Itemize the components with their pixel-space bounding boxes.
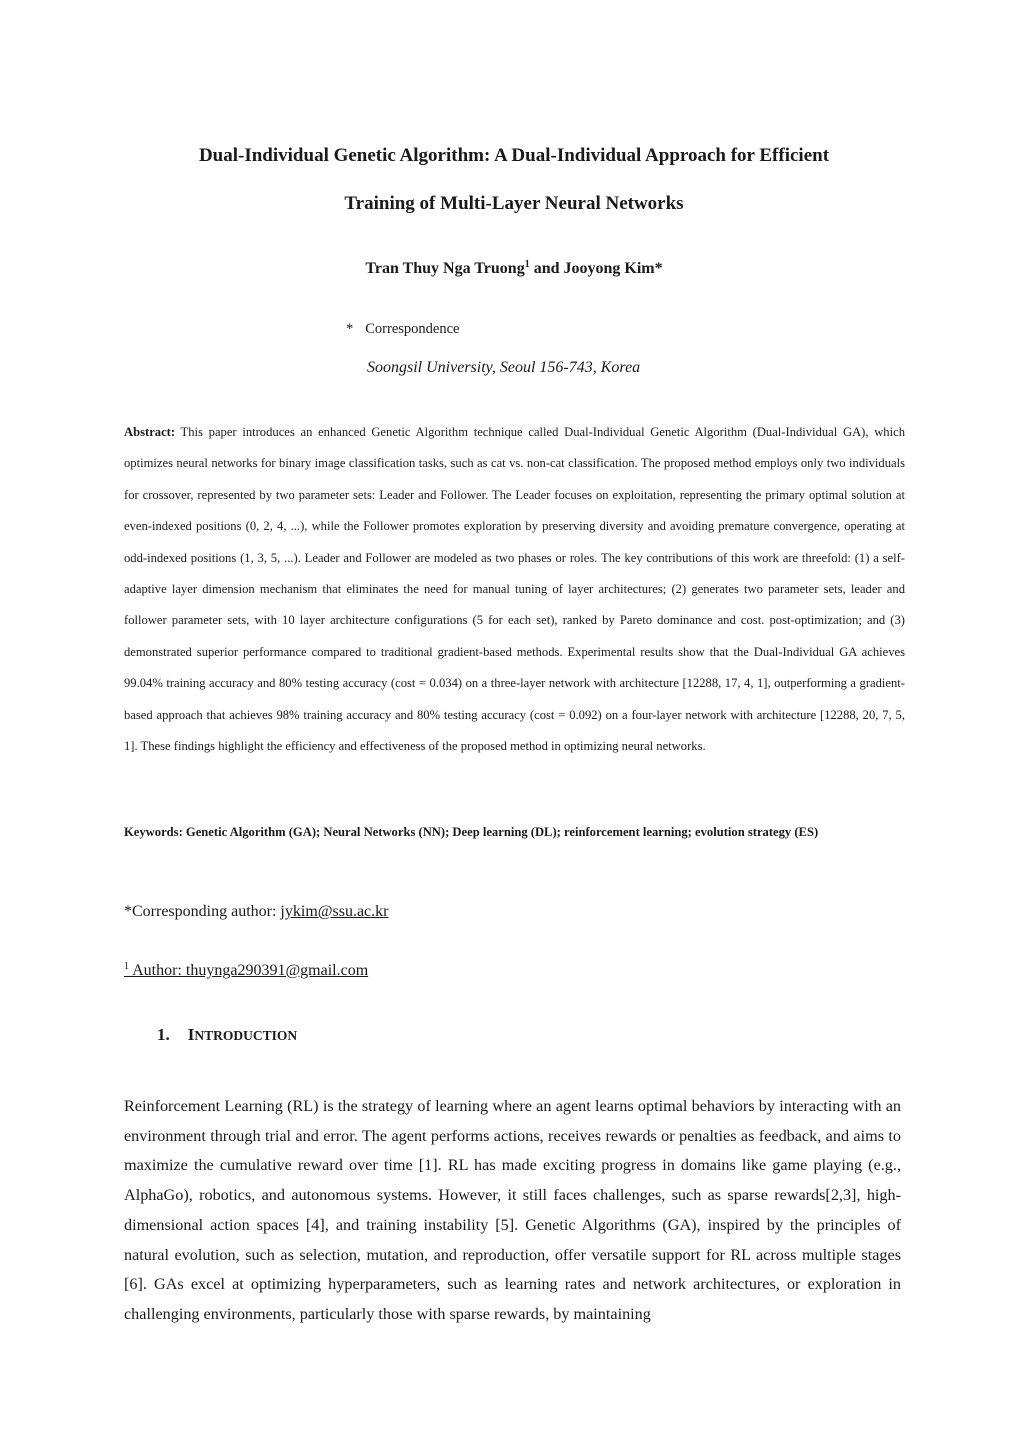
author-footnote-text: Author: thuynga290391@gmail.com <box>129 962 369 979</box>
paper-title-line-1: Dual-Individual Genetic Algorithm: A Dual-Individual Approach for Efficient <box>198 145 830 166</box>
abstract-label: Abstract: <box>124 425 176 439</box>
paper-title-line-2: Training of Multi-Layer Neural Networks <box>344 193 684 214</box>
author-name-2: and Jooyong Kim* <box>529 260 663 277</box>
correspondence-note <box>346 321 459 338</box>
author-list <box>124 260 904 278</box>
section-title-rest: NTRODUCTION <box>194 1028 298 1043</box>
section-heading-introduction <box>157 1025 297 1045</box>
author-name-1: Tran Thuy Nga Truong <box>365 260 525 277</box>
affiliation: Soongsil University, Seoul 156-743, Korea <box>367 359 641 376</box>
author-affiliation-marker: 1 <box>524 259 530 270</box>
author-footnote <box>124 962 368 980</box>
author-footnote-marker: 1 <box>124 961 129 972</box>
corresponding-author <box>124 903 388 921</box>
abstract-text: This paper introduces an enhanced Genetic Algorithm technique called Dual-Individual Genetic Algorithm (Dual-Individual GA), which optimizes neural networks for binary image classification tasks, such as cat vs. non-cat classification. The proposed method employs only two individuals for crossover, represented by two parameter sets: Leader and Follower. The Leader focuses on exploitation, representing the primary optimal solution at even-indexed positions (0, 2, 4, ...), while the Follower promotes exploration by preserving diversity and avoiding premature convergence, operating at odd-indexed positions (1, 3, 5, ...). Leader and Follower are modeled as two phases or roles. The key contributions of this work are threefold: (1) a self-adaptive layer dimension mechanism that eliminates the need for manual tuning of layer architectures; (2) generates two parameter sets, leader and follower parameter sets, with 10 layer architecture configurations (5 for each set), ranked by Pareto dominance and cost. post-optimization; and (3) demonstrated superior performance compared to traditional gradient-based methods. Experimental results show that the Dual-Individual GA achieves 99.04% training accuracy and 80% testing accuracy (cost = 0.034) on a three-layer network with architecture [12288, 17, 4, 1], outperforming a gradient-based approach that achieves 98% training accuracy and 80% testing accuracy (cost = 0.092) on a four-layer network with architecture [12288, 20, 7, 5, 1]. These findings highlight the efficiency and effectiveness of the proposed method in optimizing neural networks. <box>124 425 905 754</box>
abstract <box>124 417 905 762</box>
section-number: 1. <box>157 1025 170 1044</box>
section-title-initial: I <box>187 1025 195 1044</box>
correspondence-label: Correspondence <box>365 321 460 337</box>
corresponding-author-email-link[interactable]: jykim@ssu.ac.kr <box>280 903 389 920</box>
keywords: Keywords: Genetic Algorithm (GA); Neural Networks (NN); Deep learning (DL); reinforcement learning; evolution strategy (ES) <box>124 825 819 839</box>
correspondence-marker: * <box>346 321 354 337</box>
corresponding-author-label: *Corresponding author: <box>124 903 281 920</box>
introduction-paragraph: Reinforcement Learning (RL) is the strategy of learning where an agent learns optimal behaviors by interacting with an environment through trial and error. The agent performs actions, receives rewards or penalties as feedback, and aims to maximize the cumulative reward over time [1]. RL has made exciting progress in domains like game playing (e.g., AlphaGo), robotics, and autonomous systems. However, it still faces challenges, such as sparse rewards[2,3], high-dimensional action spaces [4], and training instability [5]. Genetic Algorithms (GA), inspired by the principles of natural evolution, such as selection, mutation, and reproduction, offer versatile support for RL across multiple stages [6]. GAs excel at optimizing hyperparameters, such as learning rates and network architectures, or exploration in challenging environments, particularly those with sparse rewards, by maintaining <box>124 1097 901 1323</box>
